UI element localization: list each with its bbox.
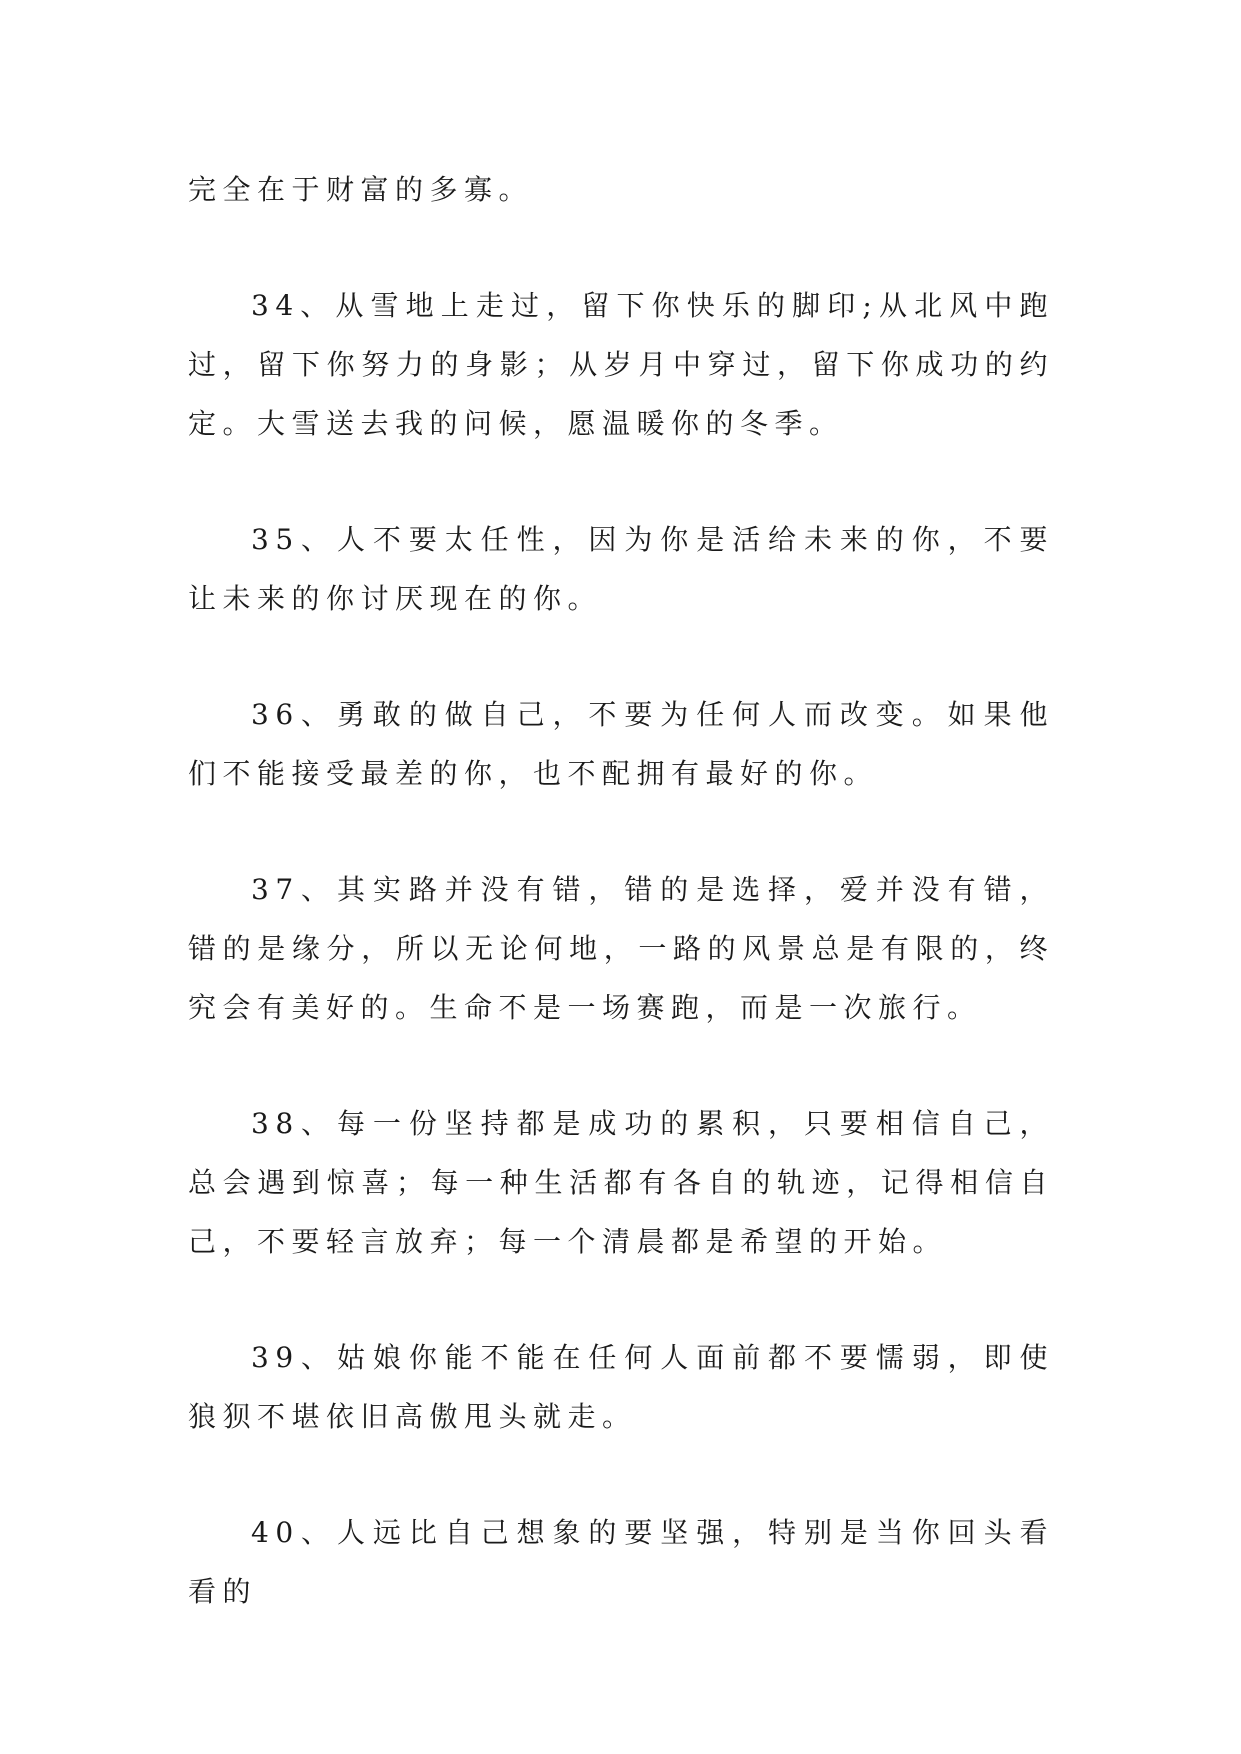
document-body	[188, 160, 1054, 1678]
paragraph-35: 35、人不要太任性，因为你是活给未来的你，不要让未来的你讨厌现在的你。	[188, 523, 1054, 615]
paragraph-39: 39、姑娘你能不能在任何人面前都不要懦弱，即使狼狈不堪依旧高傲甩头就走。	[188, 1341, 1054, 1433]
paragraph-37: 37、其实路并没有错，错的是选择，爱并没有错，错的是缘分，所以无论何地，一路的风景总是有限的，终究会有美好的。生命不是一场赛跑，而是一次旅行。	[188, 873, 1054, 1024]
paragraph-continuation: 完全在于财富的多寡。	[188, 173, 534, 206]
paragraph-34: 34、从雪地上走过，留下你快乐的脚印;从北风中跑过，留下你努力的身影；从岁月中穿过，留下你成功的约定。大雪送去我的问候，愿温暖你的冬季。	[188, 289, 1054, 440]
paragraph-38: 38、每一份坚持都是成功的累积，只要相信自己，总会遇到惊喜；每一种生活都有各自的轨迹，记得相信自己，不要轻言放弃；每一个清晨都是希望的开始。	[188, 1107, 1054, 1258]
paragraph-40: 40、人远比自己想象的要坚强，特别是当你回头看看的	[188, 1516, 1054, 1608]
paragraph-36: 36、勇敢的做自己，不要为任何人而改变。如果他们不能接受最差的你，也不配拥有最好的你。	[188, 698, 1054, 790]
